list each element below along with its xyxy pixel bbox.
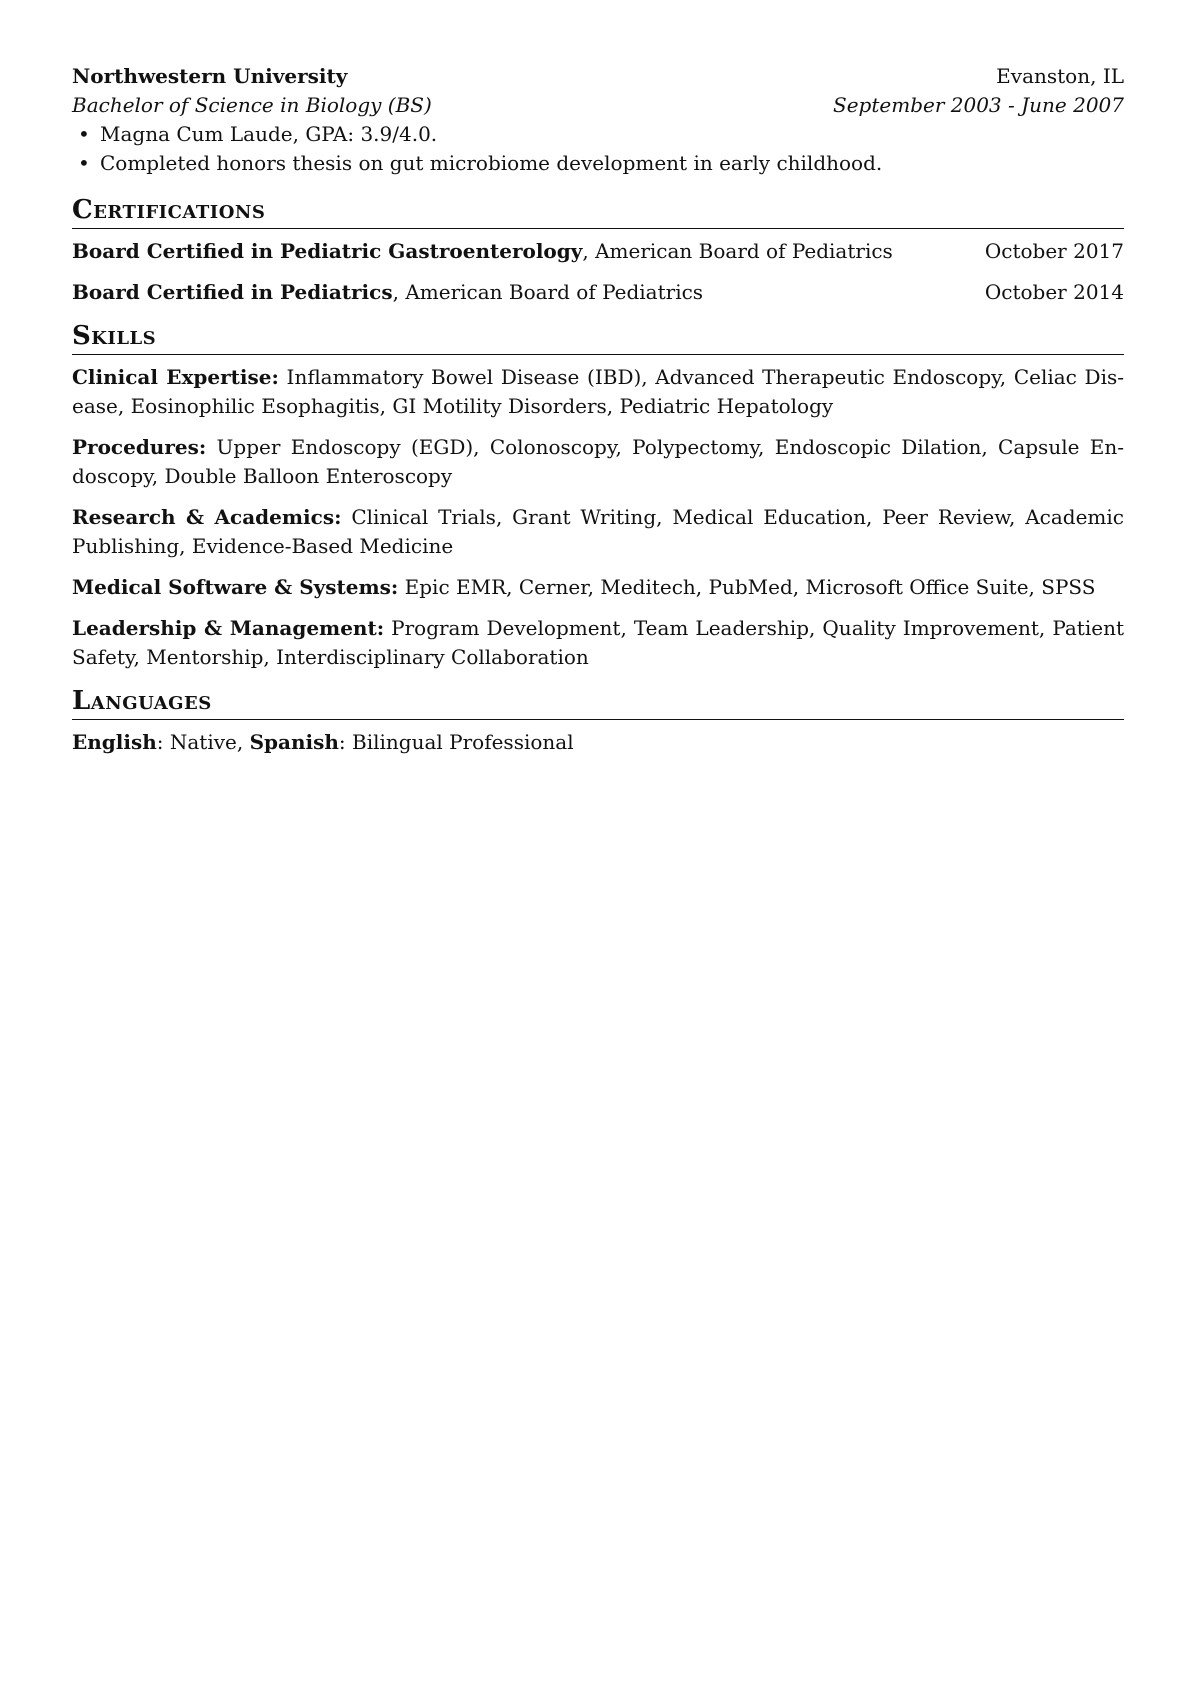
certification-issuer: , American Board of Pediatrics [582, 239, 893, 263]
education-bullet: • Magna Cum Laude, GPA: 3.9/4.0. [72, 120, 1124, 149]
skills-list [72, 355, 1124, 672]
certification-name: Board Certified in Pediatric Gastroenterology [72, 239, 583, 263]
resume-page [72, 62, 1124, 757]
degree-title: Bachelor of Science in Biology (BS) [72, 93, 432, 117]
skill-item [72, 363, 1124, 421]
certification-issuer: , American Board of Pediatrics [392, 280, 704, 304]
skill-label: Research & Academics: [72, 505, 342, 529]
institution-location: Evanston, IL [996, 64, 1124, 88]
skill-label: Medical Software & Systems: [72, 575, 399, 599]
certification-name: Board Certified in Pediatrics [72, 280, 393, 304]
certification-item [72, 237, 1124, 266]
education-bullet: • Completed honors thesis on gut microbiome development in early childhood. [72, 149, 1124, 178]
skill-text: Epic EMR, Cerner, Meditech, PubMed, Microsoft Office Suite, SPSS [398, 575, 1096, 599]
language-level: : Bilingual Professional [338, 730, 574, 754]
skills-section [72, 321, 1124, 672]
language-level: : Native [156, 730, 237, 754]
skill-item [72, 573, 1124, 602]
skill-text: Clinical Trials, Grant Writing, Medical Education, Peer Review, Academic Publishing, Evidence-Based Medicine [72, 505, 1124, 558]
section-heading-skills: Skills [72, 321, 1124, 355]
education-bullets [72, 120, 1124, 178]
skill-item [72, 614, 1124, 672]
certification-text [72, 278, 703, 307]
education-header-row [72, 62, 1124, 91]
section-heading-languages: Languages [72, 686, 1124, 720]
language-name: Spanish [249, 730, 339, 754]
skill-text: Upper Endoscopy (EGD), Colonoscopy, Polypectomy, Endoscopic Dilation, Capsule Endoscopy, Double Balloon Enteroscopy [72, 435, 1124, 488]
education-entry [72, 62, 1124, 178]
languages-section [72, 686, 1124, 757]
section-heading-certifications: Certifications [72, 195, 1124, 229]
skill-item [72, 433, 1124, 491]
certifications-section [72, 195, 1124, 307]
certification-item [72, 278, 1124, 307]
languages-list [72, 720, 1124, 757]
skill-text: Program Development, Team Leadership, Quality Improvement, Patient Safety, Mentorship, Interdisciplinary Collaboration [72, 616, 1124, 669]
language-separator: , [236, 730, 250, 754]
certification-date: October 2014 [984, 280, 1124, 304]
education-dates: September 2003 - June 2007 [833, 93, 1124, 117]
certification-date: October 2017 [984, 239, 1124, 263]
skill-label: Leadership & Management: [72, 616, 385, 640]
education-degree-row [72, 91, 1124, 120]
certification-text [72, 237, 893, 266]
certifications-list [72, 229, 1124, 307]
skill-item [72, 503, 1124, 561]
language-name: English [72, 730, 157, 754]
skill-label: Procedures: [72, 435, 207, 459]
skill-text: Inflammatory Bowel Disease (IBD), Advanced Therapeutic Endoscopy, Celiac Disease, Eosinophilic Esophagitis, GI Motility Disorders, Pediatric Hepatology [72, 365, 1125, 418]
institution-name: Northwestern University [72, 64, 348, 88]
skill-label: Clinical Expertise: [72, 365, 279, 389]
